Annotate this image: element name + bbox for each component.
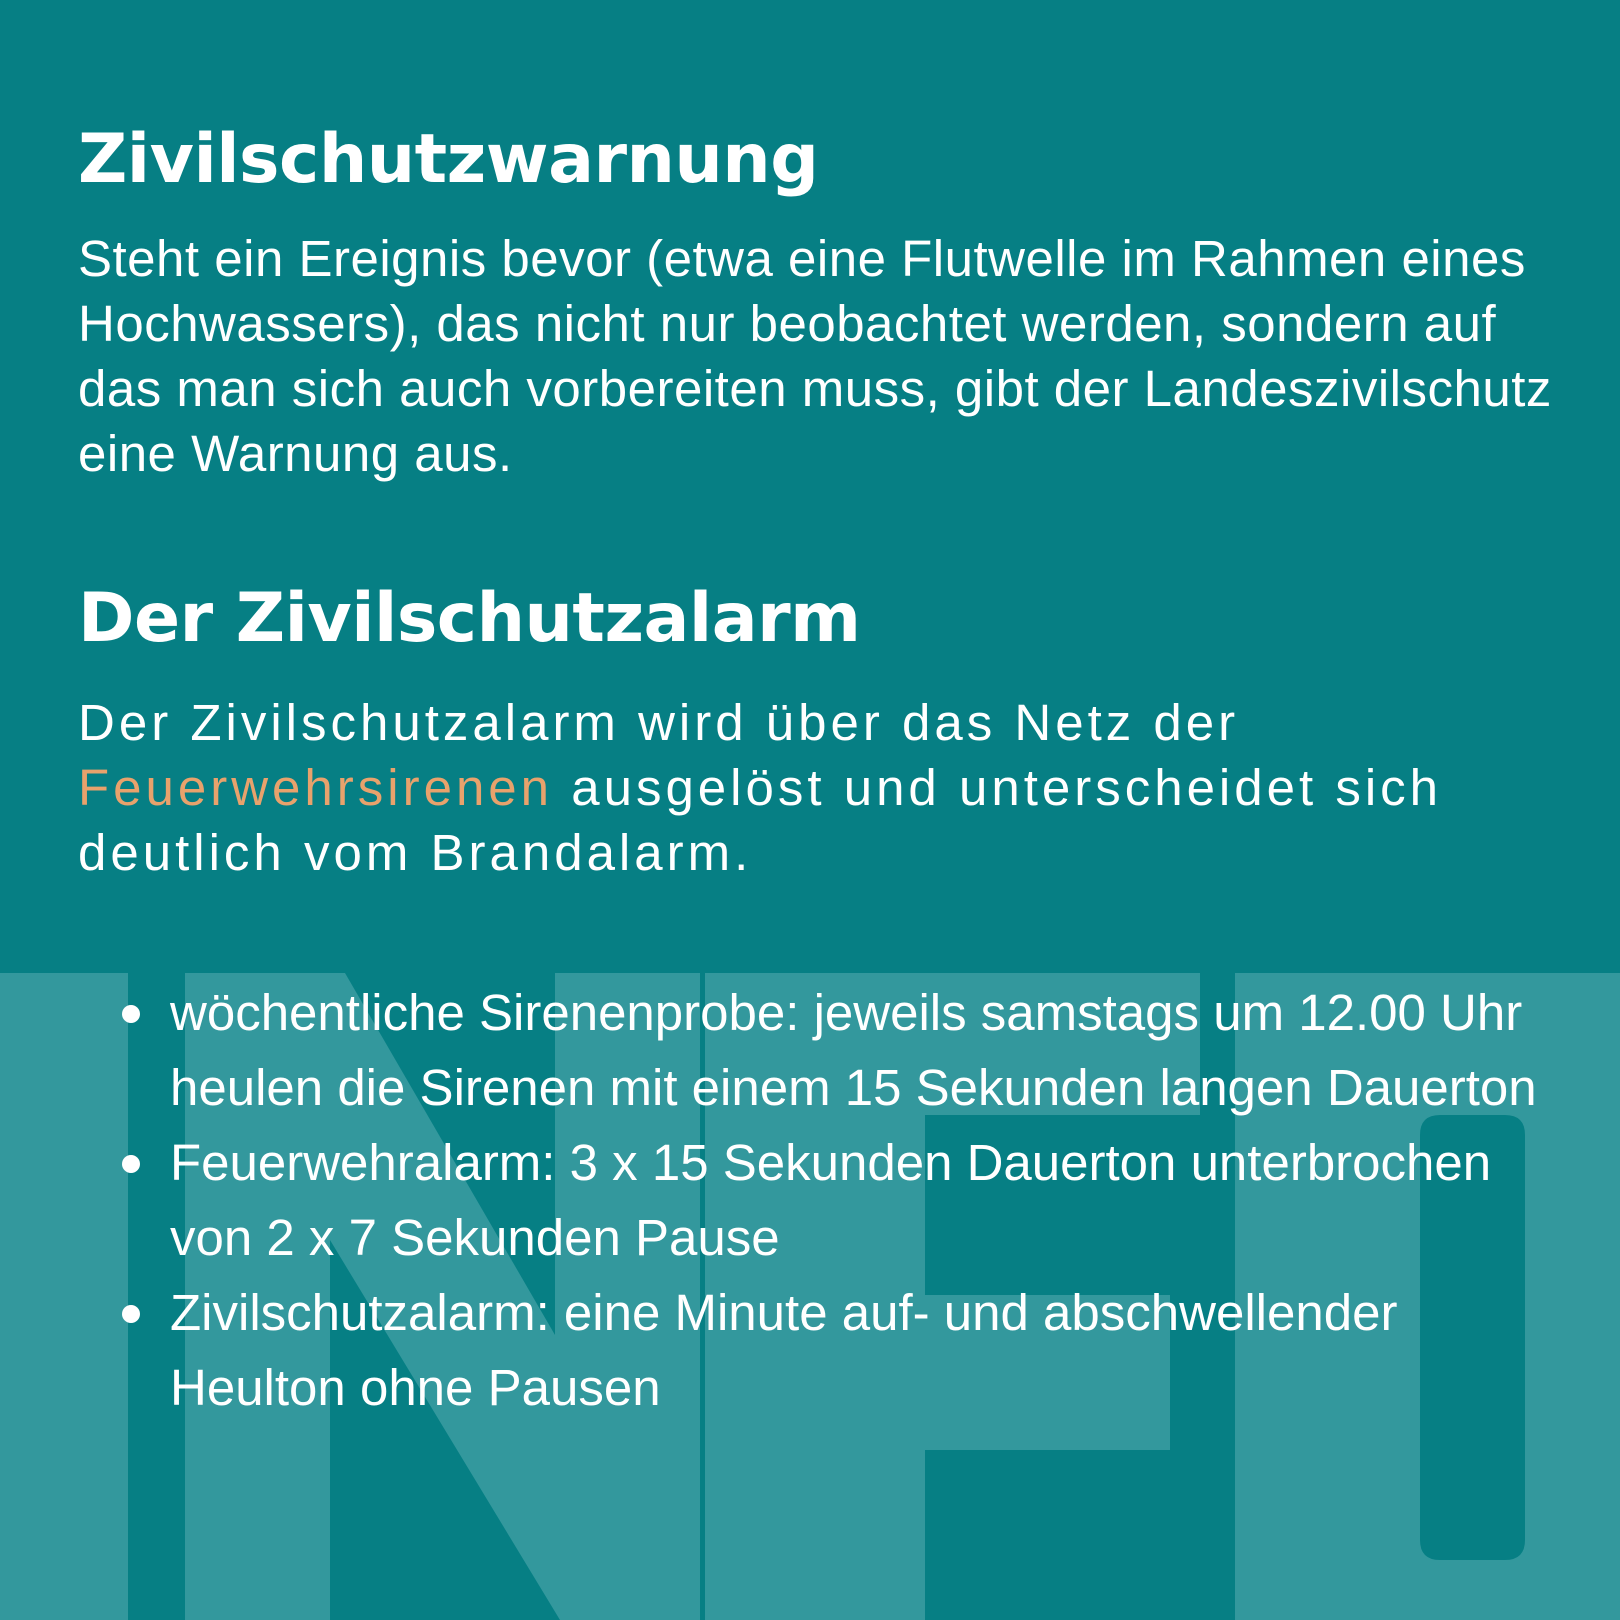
bullet-dot-icon [122,1005,140,1023]
alarm-text-before: Der Zivilschutzalarm wird über das Netz der [78,694,1240,751]
siren-signal-list [78,975,1548,1425]
list-item [78,1125,1548,1275]
bullet-dot-icon [122,1305,140,1323]
list-item [78,975,1548,1125]
list-item [78,1275,1548,1425]
heading-zivilschutzwarnung: Zivilschutzwarnung [78,120,819,199]
alarm-text-after: ausgelöst und unterscheidet sich deutlich vom Brandalarm. [78,759,1443,881]
feuerwehrsirenen-highlight: Feuerwehrsirenen [78,759,554,816]
alarm-paragraph [78,690,1558,885]
bullet-dot-icon [122,1155,140,1173]
heading-zivilschutzalarm: Der Zivilschutzalarm [78,579,861,658]
list-item-text: wöchentliche Sirenenprobe: jeweils samstags um 12.00 Uhr heulen die Sirenen mit einem 15 Sekunden langen Dauerton [170,984,1537,1116]
warning-paragraph: Steht ein Ereignis bevor (etwa eine Flutwelle im Rahmen eines Hochwassers), das nicht nur beobachtet werden, sondern auf das man sich auch vorbereiten muss, gibt der Landeszivilschutz eine Warnung aus. [78,230,1552,482]
list-item-text: Feuerwehralarm: 3 x 15 Sekunden Dauerton unterbrochen von 2 x 7 Sekunden Pause [170,1134,1492,1266]
list-item-text: Zivilschutzalarm: eine Minute auf- und abschwellender Heulton ohne Pausen [170,1284,1398,1416]
